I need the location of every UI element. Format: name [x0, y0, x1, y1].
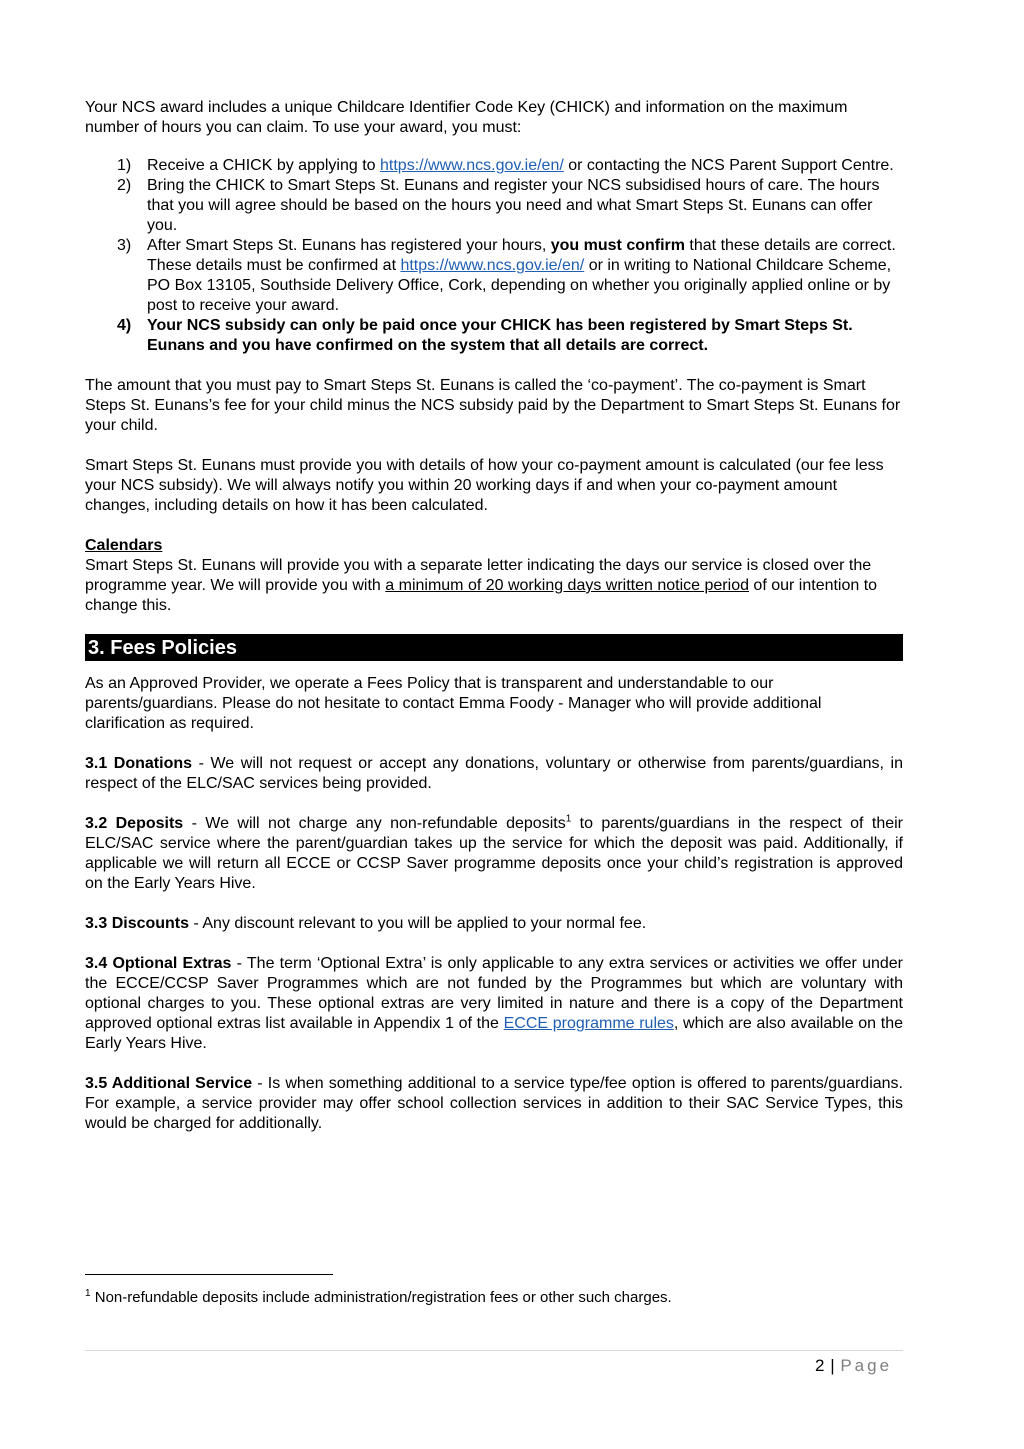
list-text: Your NCS subsidy can only be paid once your CHICK has been registered by Smart Steps St. Eunans and you have confirmed on the system that all details are correct. — [147, 317, 853, 354]
page-number — [815, 1356, 892, 1376]
footnote-marker: 1 — [85, 1288, 91, 1299]
calculation-paragraph: Smart Steps St. Eunans must provide you with details of how your co-payment amount is calculated (our fee less your NCS subsidy). We will always notify you within 20 working days if and when your co-payment amount changes, including details on how it has been calculated. — [85, 457, 884, 514]
section-heading: 3. Fees Policies — [85, 634, 903, 661]
calendars-text: Smart Steps St. Eunans will provide you with a separate letter indicating the days our service is closed over the programme year. We will provide you with — [85, 557, 872, 594]
calendars-heading: Calendars — [85, 537, 163, 554]
deposits-paragraph — [85, 814, 903, 894]
intro-paragraph: Your NCS award includes a unique Childcare Identifier Code Key (CHICK) and information on the maximum number of hours you can claim. To use your award, you must: — [85, 99, 848, 136]
additional-service-paragraph — [85, 1074, 903, 1134]
page-number-separator: | — [824, 1356, 841, 1375]
list-text: or in writing to National Childcare Scheme, PO Box 13105, Southside Delivery Office, Cork, depending on whether you originally applied online or by post to receive your award. — [147, 257, 892, 314]
list-item — [85, 316, 903, 356]
discounts-paragraph — [85, 914, 903, 934]
extras-text: - The term ‘Optional Extra’ is only applicable to any extra services or activities we offer under the ECCE/CCSP Saver Programmes which are not funded by the Programmes but which are voluntary with optional charges to you. These optional extras are very limited in nature and there is a copy of the Department approved optional extras list available in Appendix 1 of the — [85, 955, 903, 1032]
discounts-text: - Any discount relevant to you will be applied to your normal fee. — [189, 915, 647, 932]
list-number: 4) — [117, 317, 132, 334]
ncs-link[interactable]: https://www.ncs.gov.ie/en/ — [380, 157, 564, 174]
footer-divider — [85, 1350, 903, 1351]
donations-label: 3.1 Donations — [85, 755, 193, 772]
footnote-reference[interactable]: 1 — [565, 813, 572, 825]
list-number: 2) — [117, 177, 132, 194]
donations-text: - We will not request or accept any donations, voluntary or otherwise from parents/guardians, in respect of the ELC/SAC services being provided. — [85, 755, 904, 792]
additional-text: - Is when something additional to a service type/fee option is offered to parents/guardians. For example, a service provider may offer school collection services in addition to their SAC Service Types, this would be charged for additionally. — [85, 1075, 903, 1132]
deposits-text: to parents/guardians in the respect of their ELC/SAC service where the parent/guardian takes up the service for which the deposit was paid. Additionally, if applicable we will return all ECCE or CCSP Saver programme deposits once your child’s registration is approved on the Early Years Hive. — [85, 815, 903, 892]
deposits-text: - We will not charge any non-refundable deposits — [183, 815, 566, 832]
list-text: Bring the CHICK to Smart Steps St. Eunans and register your NCS subsidised hours of care. The hours that you will agree should be based on the hours you need and what Smart Steps St. Eunans can offer you. — [147, 177, 880, 234]
extras-text: , which are also available on the Early Years Hive. — [85, 1015, 903, 1052]
page-number-value: 2 — [815, 1356, 825, 1375]
list-item — [85, 156, 903, 176]
page-label: Page — [840, 1356, 893, 1375]
deposits-label: 3.2 Deposits — [85, 815, 184, 832]
steps-list — [85, 156, 903, 356]
calendars-section — [85, 536, 903, 616]
footnote-text: Non-refundable deposits include administration/registration fees or other such charges. — [90, 1289, 672, 1306]
list-number: 1) — [117, 157, 132, 174]
document-body — [85, 98, 903, 1154]
calendars-underlined: a minimum of 20 working days written notice period — [385, 577, 749, 594]
additional-label: 3.5 Additional Service — [85, 1075, 253, 1092]
copayment-paragraph: The amount that you must pay to Smart Steps St. Eunans is called the ‘co-payment’. The co-payment is Smart Steps St. Eunans’s fee for your child minus the NCS subsidy paid by the Department to Smart Steps St. Eunans for your child. — [85, 377, 901, 434]
list-number: 3) — [117, 237, 132, 254]
list-text: or contacting the NCS Parent Support Centre. — [563, 157, 894, 174]
calendars-text: of our intention to change this. — [85, 577, 878, 614]
list-text: After Smart Steps St. Eunans has registered your hours, — [147, 237, 551, 254]
discounts-label: 3.3 Discounts — [85, 915, 190, 932]
list-text: Receive a CHICK by applying to — [147, 157, 380, 174]
list-emphasis: you must confirm — [550, 237, 685, 254]
extras-paragraph — [85, 954, 903, 1054]
donations-paragraph — [85, 754, 903, 794]
ncs-link[interactable]: https://www.ncs.gov.ie/en/ — [400, 257, 585, 274]
list-text: that these details are correct. These details must be confirmed at — [147, 237, 896, 274]
list-item — [85, 236, 903, 316]
footnote-divider — [85, 1274, 333, 1275]
ecce-rules-link[interactable]: ECCE programme rules — [503, 1015, 674, 1032]
footnote — [85, 1289, 672, 1307]
extras-label: 3.4 Optional Extras — [85, 955, 232, 972]
list-item — [85, 176, 903, 236]
calendars-paragraph — [85, 556, 903, 616]
fees-intro-paragraph: As an Approved Provider, we operate a Fees Policy that is transparent and understandable to our parents/guardians. Please do not hesitate to contact Emma Foody - Manager who will provide additional clarification as required. — [85, 675, 822, 732]
